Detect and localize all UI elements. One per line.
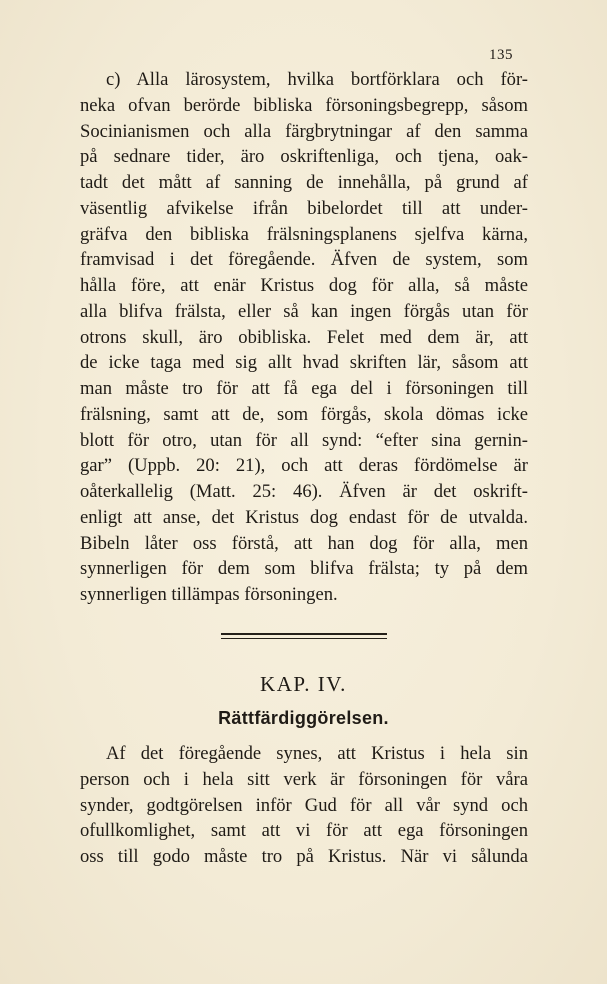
text-line: neka ofvan berörde bibliska försoningsbegrepp, såsom: [80, 94, 528, 116]
text-line: oss till godo måste tro på Kristus. När vi sålunda: [80, 846, 528, 867]
text-line: gar” (Uppb. 20: 21), och att deras fördömelse är: [80, 455, 528, 477]
text-line: tadt det mått af sanning de innehålla, på grund af: [80, 172, 528, 193]
text-line: synder, godtgörelsen inför Gud för all vår synd och: [80, 794, 528, 816]
text-line: blott för otro, utan för all synd: “efter sina gernin-: [80, 429, 528, 451]
text-line: synnerligen för dem som blifva frälsta; ty på dem: [80, 558, 528, 580]
section-divider-thin: [221, 638, 387, 639]
text-line: man måste tro för att få ega del i försoningen till: [80, 378, 528, 399]
paragraph-kap4: [80, 741, 528, 870]
text-line: person och i hela sitt verk är försoningen för våra: [80, 768, 528, 790]
text-line: synnerligen tillämpas försoningen.: [80, 584, 338, 605]
text-line: på sednare tider, äro oskriftenliga, och tjena, oak-: [80, 146, 528, 168]
text-line: de icke taga med sig allt hvad skriften lär, såsom att: [80, 352, 528, 374]
text-line: Socinianismen och alla färgbrytningar af den samma: [80, 120, 528, 142]
text-line: gräfva den bibliska frälsningsplanens sjelfva kärna,: [80, 223, 528, 245]
text-line: c) Alla lärosystem, hvilka bortförklara och för-: [106, 69, 528, 90]
text-line: hålla före, att enär Kristus dog för alla, så måste: [80, 275, 528, 296]
chapter-heading: Rättfärdiggörelsen.: [218, 708, 389, 728]
text-line: otrons skull, äro obibliska. Felet med dem är, att: [80, 326, 528, 348]
section-divider-thick: [221, 633, 387, 635]
text-line: Bibeln låter oss förstå, att han dog för alla, men: [80, 532, 528, 554]
chapter-title: KAP. IV.: [260, 672, 347, 696]
text-line: framvisad i det föregående. Äfven de system, som: [80, 249, 528, 271]
paragraph-c: [80, 67, 528, 608]
text-line: enligt att anse, det Kristus dog endast för de utvalda.: [80, 506, 528, 528]
text-line: alla blifva frälsta, eller så kan ingen förgås utan för: [80, 300, 528, 322]
text-line: Af det föregående synes, att Kristus i hela sin: [106, 743, 528, 764]
text-line: frälsning, samt att de, som förgås, skola dömas icke: [80, 403, 528, 425]
text-line: ofullkomlighet, samt att vi för att ega försoningen: [80, 820, 528, 842]
text-line: oåterkallelig (Matt. 25: 46). Äfven är det oskrift-: [80, 481, 528, 502]
page-number: 135: [489, 47, 513, 63]
text-line: väsentlig afvikelse ifrån bibelordet till att under-: [80, 197, 528, 219]
